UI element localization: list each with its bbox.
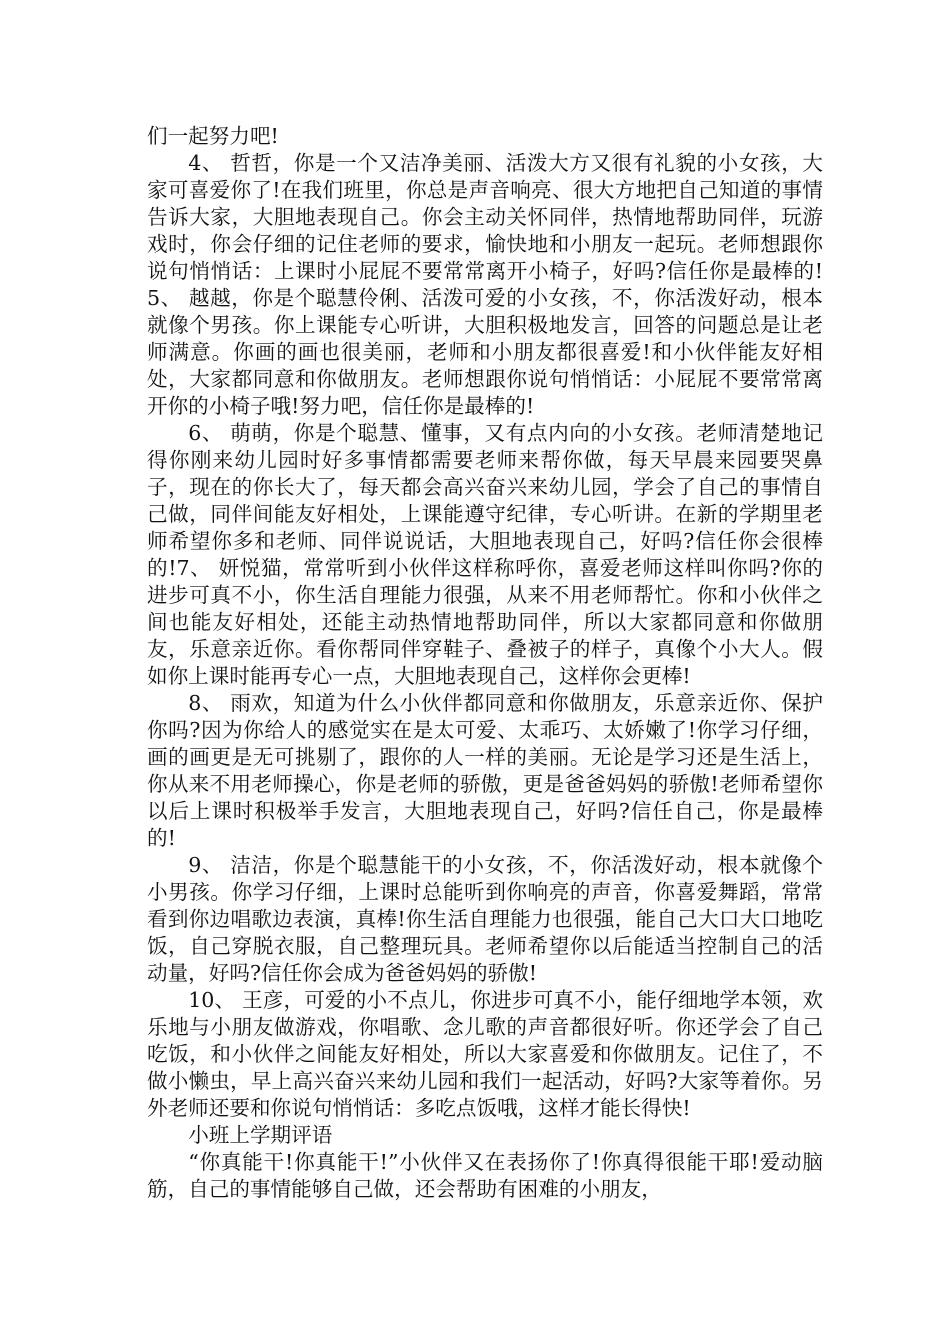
- paragraph-comment-10: 10、 王彦，可爱的小不点儿，你进步可真不小，能仔细地学本领，欢乐地与小朋友做游戏，你唱歌、念儿歌的声音都很好听。你还学会了自己吃饭，和小伙伴之间能友好相处，所以大家喜爱和你做朋友。记住了，不做小懒虫，早上高兴奋兴来幼儿园和我们一起活动，好吗?大家等着你。另外老师还要和你说句悄悄话：多吃点饭哦，这样才能长得快!: [147, 988, 823, 1120]
- paragraph-comment-4-5: 4、 哲哲，你是一个又洁净美丽、活泼大方又很有礼貌的小女孩，大家可喜爱你了!在我们班里，你总是声音响亮、很大方地把自己知道的事情告诉大家，大胆地表现自己。你会主动关怀同伴，热情地帮助同伴，玩游戏时，你会仔细的记住老师的要求，愉快地和小朋友一起玩。老师想跟你说句悄悄话：上课时小屁屁不要常常离开小椅子，好吗?信任你是最棒的!5、 越越，你是个聪慧伶俐、活泼可爱的小女孩，不，你活泼好动，根本就像个男孩。你上课能专心听讲，大胆积极地发言，回答的问题总是让老师满意。你画的画也很美丽，老师和小朋友都很喜爱!和小伙伴能友好相处，大家都同意和你做朋友。老师想跟你说句悄悄话：小屁屁不要常常离开你的小椅子哦!努力吧，信任你是最棒的!: [147, 151, 823, 418]
- section-heading: 小班上学期评语: [188, 1123, 333, 1147]
- paragraph-comment-9: 9、 洁洁，你是个聪慧能干的小女孩，不，你活泼好动，根本就像个小男孩。你学习仔细，上课时总能听到你响亮的声音，你喜爱舞蹈，常常看到你边唱歌边表演，真棒!你生活自理能力也很强，能自己大口大口地吃饭，自己穿脱衣服，自己整理玩具。老师希望你以后能适当控制自己的活动量，好吗?信任你会成为爸爸妈妈的骄傲!: [147, 853, 823, 985]
- paragraph-section-intro: “你真能干!你真能干!”小伙伴又在表扬你了!你真得很能干耶!爱动脑筋，自己的事情能够自己做，还会帮助有困难的小朋友，: [147, 1150, 823, 1201]
- paragraph-continuation: 们一起努力吧!: [147, 124, 279, 148]
- paragraph-comment-6-7: 6、 萌萌，你是个聪慧、懂事，又有点内向的小女孩。老师清楚地记得你刚来幼儿园时好多事情都需要老师来帮你做，每天早晨来园要哭鼻子，现在的你长大了，每天都会高兴奋兴来幼儿园，学会了自己的事情自己做，同伴间能友好相处，上课能遵守纪律，专心听讲。在新的学期里老师希望你多和老师、同伴说说话，大胆地表现自己，好吗?信任你会很棒的!7、 妍悦猫，常常听到小伙伴这样称呼你，喜爱老师这样叫你吗?你的进步可真不小，你生活自理能力很强，从来不用老师帮忙。你和小伙伴之间也能友好相处，还能主动热情地帮助同伴，所以大家都同意和你做朋友，乐意亲近你。看你帮同伴穿鞋子、叠被子的样子，真像个小大人。假如你上课时能再专心一点，大胆地表现自己，这样你会更棒!: [147, 421, 823, 688]
- paragraph-comment-8: 8、 雨欢，知道为什么小伙伴都同意和你做朋友，乐意亲近你、保护你吗?因为你给人的感觉实在是太可爱、太乖巧、太娇嫩了!你学习仔细，画的画更是无可挑剔了，跟你的人一样的美丽。无论是学习还是生活上，你从来不用老师操心，你是老师的骄傲，更是爸爸妈妈的骄傲!老师希望你以后上课时积极举手发言，大胆地表现自己，好吗?信任自己，你是最棒的!: [147, 691, 823, 850]
- document-body: [147, 123, 823, 1203]
